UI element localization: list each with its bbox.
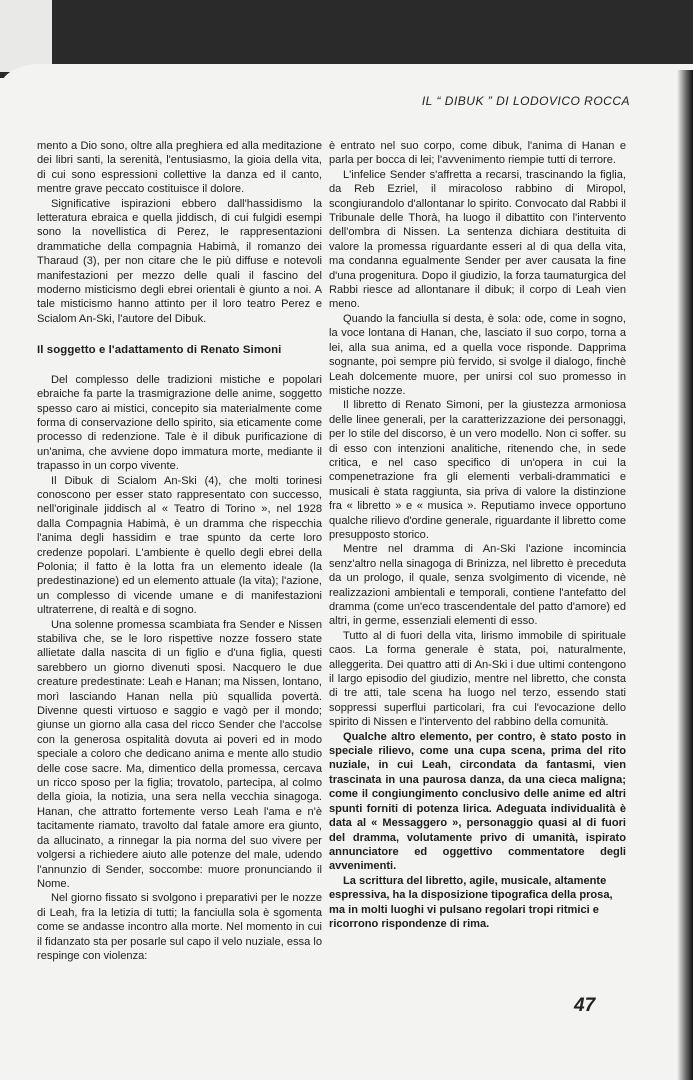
paragraph: Il libretto di Renato Simoni, per la giustezza armoniosa delle linee generali, per la caratterizzazione dei personaggi, per lo stile del discorso, è un vero modello. Non ci soffer. su di esso con intenzioni analitiche, ritenendo che, in sede critica, e nel caso specifico di un'opera in cui la compenetrazione fra gli elementi verbali-drammatici e musicali è stata raggiunta, sia priva di valore la distinzione fra « libretto » e « musica ». Reputiamo invece opportuno qualche rilievo d'ordine generale, riguardante il libretto come presupposto storico. <box>329 399 626 541</box>
paragraph: mento a Dio sono, oltre alla preghiera ed alla meditazione dei libri santi, la serenità, l'entusiasmo, la gioia della vita, di cui sono espressioni collettive la danza ed il canto, mentre grave peccato costituisce il dolore. <box>37 140 322 196</box>
paragraph: Quando la fanciulla si desta, è sola: ode, come in sogno, la voce lontana di Hanan, che, lasciato il suo corpo, torna a lei, alla sua anima, ed a quella voce risponde. Dapprima sognante, poi sempre più fervido, si svolge il dialogo, finchè Leah dolcemente muore, per unirsi col suo promesso in mistiche nozze. <box>329 312 626 397</box>
paragraph: Qualche altro elemento, per contro, è stato posto in speciale rilievo, come una cupa scena, prima del rito nuziale, in cui Leah, circondata da fantasmi, vien trascinata in una paurosa danza, da una cieca maligna; come il congiungimento conclusivo delle anime ed altri spunti forniti di potenza lirica. Adeguata individualità è data al « Messaggero », personaggio quasi al di fuori del dramma, volutamente privo di umanità, ispirato annunciatore ed oggettivo commentatore degli avvenimenti. <box>329 730 626 873</box>
paragraph: Mentre nel dramma di An-Ski l'azione incomincia senz'altro nella sinagoga di Brinizza, nel libretto è preceduta da un prologo, il quale, senza svolgimento di vicende, nè realizzazioni ambientali e temporali, contiene l'antefatto del dramma (come un'eco trascendentale del patto d'amore) ed altri, in germe, essenziali elementi di esso. <box>329 543 626 628</box>
paragraph: Il Dibuk di Scialom An-Ski (4), che molti torinesi conoscono per esser stato rappresentato con successo, nell'originale jiddisch al « Teatro di Torino », nel 1928 dalla Compagnia Habimà, è un dramma che rispecchia l'anima degli hassidim e trae spunto da certe loro credenze popolari. L'ambiente è quello degli ebrei della Polonia; il fatto è la lotta fra un elemento ideale (la predestinazione) ed un elemento attuale (la vita); l'azione, un complesso di vicende umane e di manifestazioni ultraterrene, di realtà e di sogno. <box>37 474 322 617</box>
page-number: 47 <box>574 995 596 1016</box>
paragraph: La scrittura del libretto, agile, musicale, altamente espressiva, ha la disposizione tipografica della prosa, ma in molti luoghi vi pulsano regolari tropi ritmici e ricorrono rispondenze di rima. <box>329 874 613 930</box>
left-column <box>37 139 322 963</box>
paragraph: Una solenne promessa scambiata fra Sender e Nissen stabiliva che, se le loro rispettive nozze fossero state allietate dalla nascita di un figlio e d'una figlia, questi sarebbero un giorno divenuti sposi. Nacquero le due creature predestinate: Leah e Hanan; ma Nissen, lontano, morì lasciando Hanan nella più squallida povertà. Divenne questi virtuoso e saggio e vagò per il mondo; giunse un giorno alla casa del ricco Sender che l'accolse con la generosa ospitalità dovuta ai poveri ed in modo speciale a coloro che dedicano anima e mente allo studio delle cose sacre. Ma, dimentico della promessa, cercava un ricco sposo per la figlia; trovatolo, partecipa, al colmo della gioia, la notizia, una sera nella vecchia sinagoga. Hanan, che attratto fortemente verso Leah l'ama e n'è tacitamente riamato, travolto dal fatale amore era giunto, da allucinato, a rinnegar la pia norma del suo vivere per volgersi a richiedere aiuto alle potenze del male, udendo l'annunzio di Sender, soccombe: muore pronunciando il Nome. <box>37 618 322 890</box>
running-header: IL “ DIBUK ” DI LODOVICO ROCCA <box>421 94 630 108</box>
paragraph: Significative ispirazioni ebbero dall'hassidismo la letteratura ebraica e quella jiddisch, di cui fulgidi esempi sono la novellistica di Perez, le rappresentazioni drammatiche della compagnia Habimà, il romanzo dei Tharaud (3), per non citare che le più diffuse e notevoli manifestazioni per mezzo delle quali il fascino del moderno misticismo degli ebrei orientali è giunto a noi. A tale misticismo hanno attinto per il loro teatro Perez e Scialom An-Ski, l'autore del Dibuk. <box>37 197 322 325</box>
paragraph: Nel giorno fissato si svolgono i preparativi per le nozze di Leah, fra la letizia di tutti; la fanciulla sola è sgomenta come se andasse incontro alla morte. Nel momento in cui il fidanzato sta per posarle sul capo il velo nuziale, essa lo respinge con violenza: <box>37 892 322 962</box>
paragraph: Del complesso delle tradizioni mistiche e popolari ebraiche fa parte la trasmigrazione delle anime, soggetto spesso caro ai mistici, concepito sia materialmente come forma di conservazione dello spirito, sia eticamente come processo di redenzione. Tale è il dibuk purificazione di un'anima, che avviene dopo immatura morte, mediante il trapasso in un corpo vivente. <box>37 373 322 473</box>
scan-dark-border <box>0 0 693 78</box>
paragraph: è entrato nel suo corpo, come dibuk, l'anima di Hanan e parla per bocca di lei; l'avvenimento riempie tutti di terrore. <box>329 140 626 167</box>
section-heading: Il soggetto e l'adattamento di Renato Simoni <box>37 344 282 357</box>
scan-edge-light <box>0 0 52 72</box>
paragraph: L'infelice Sender s'affretta a recarsi, trascinando la figlia, da Reb Ezriel, il miracoloso rabbino di Miropol, scongiurandolo d'allontanar lo spirito. Convocato dal Rabbi il Tribunale delle Thorà, ha luogo il dibattito con l'intervento dell'ombra di Nissen. La sentenza dichiara destituita di valore la promessa riguardante esseri al di qua della vita, ma condanna egualmente Sender per aver causata la fine d'una progenitura. Dopo il giudizio, la forza taumaturgica del Rabbi riesce ad allontanare il dibuk; il corpo di Leah vien meno. <box>329 168 626 311</box>
page-edge-shadow <box>677 70 693 1080</box>
page-top-curve <box>0 64 693 94</box>
right-column <box>329 139 626 931</box>
paragraph: Tutto al di fuori della vita, lirismo immobile di spirituale caos. La forma generale è stata, poi, naturalmente, alleggerita. Dei quattro atti di An-Ski i due ultimi contengono il largo episodio del giudizio, mentre nel libretto, che consta di tre atti, tale scena ha luogo nel terzo, essendo stati soppressi superflui particolari, fra cui l'evocazione dello spirito di Nissen e l'intervento del rabbino della comunità. <box>329 629 626 729</box>
